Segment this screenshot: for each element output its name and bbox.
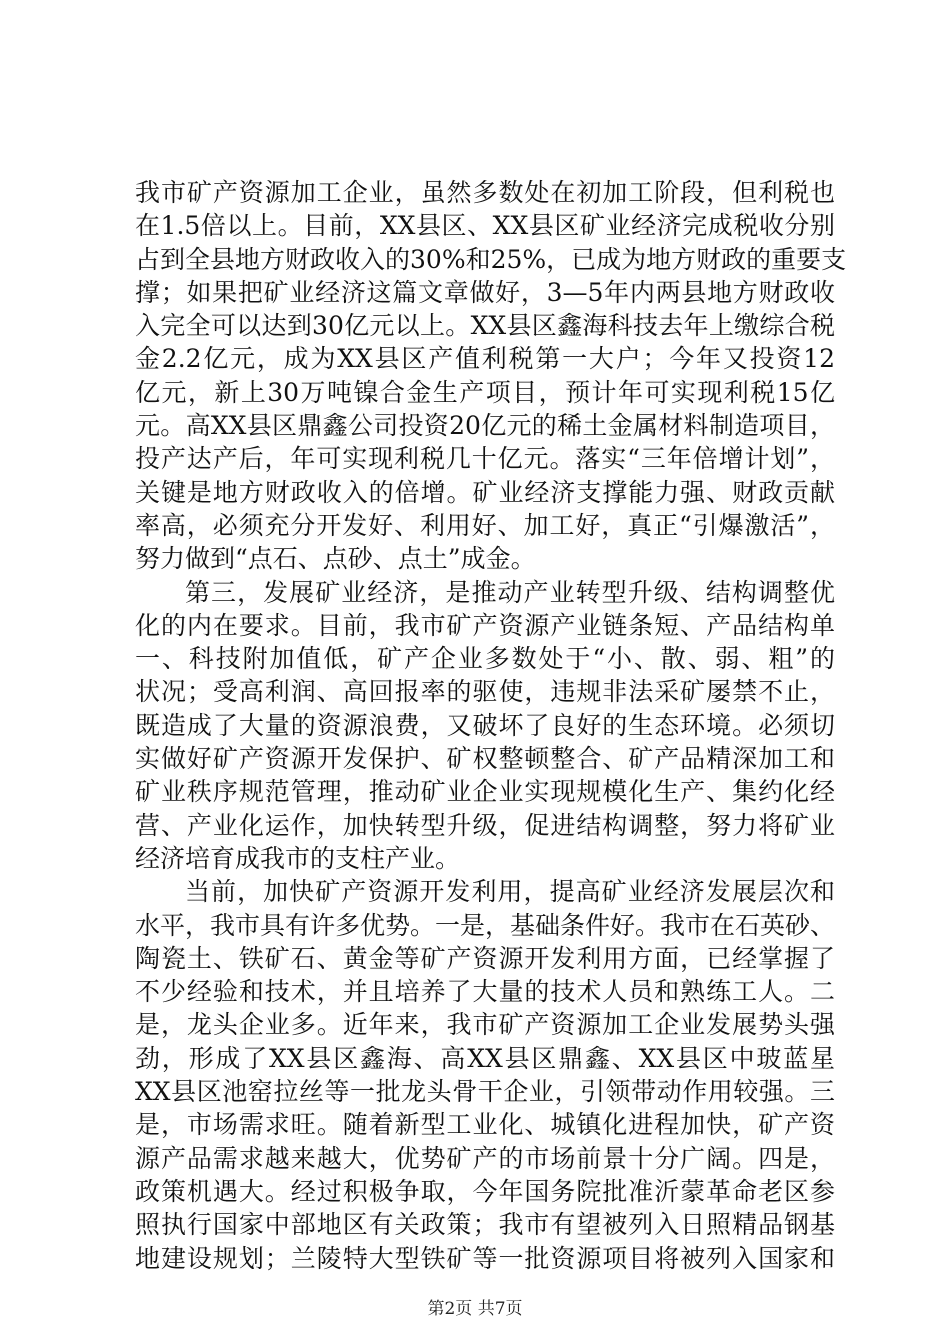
text-line: 劲，形成了XX县区鑫海、高XX县区鼎鑫、XX县区中玻蓝星 bbox=[135, 1043, 835, 1073]
document-body bbox=[135, 176, 847, 1275]
text-line: 占到全县地方财政收入的30%和25%，已成为地方财政的重要支 bbox=[135, 244, 847, 274]
text-line: 营、产业化运作，加快转型升级，促进结构调整，努力将矿业 bbox=[135, 810, 835, 840]
text-line: 努力做到“点石、点砂、点土”成金。 bbox=[135, 544, 536, 574]
text-line: 实做好矿产资源开发保护、矿权整顿整合、矿产品精深加工和 bbox=[135, 744, 835, 774]
text-line: 撑；如果把矿业经济这篇文章做好，3—5年内两县地方财政收 bbox=[135, 277, 835, 307]
text-line: 投产达产后，年可实现利税几十亿元。落实“三年倍增计划”， bbox=[135, 444, 835, 474]
text-line: 一、科技附加值低，矿产企业多数处于“小、散、弱、粗”的 bbox=[135, 644, 835, 674]
text-line: XX县区池窑拉丝等一批龙头骨干企业，引领带动作用较强。三 bbox=[135, 1077, 835, 1107]
page-number: 第2页 共7页 bbox=[427, 1299, 523, 1319]
text-line: 照执行国家中部地区有关政策；我市有望被列入日照精品钢基 bbox=[135, 1210, 835, 1240]
text-line: 第三，发展矿业经济，是推动产业转型升级、结构调整优 bbox=[185, 577, 835, 607]
text-line: 陶瓷土、铁矿石、黄金等矿产资源开发利用方面，已经掌握了 bbox=[135, 943, 835, 973]
text-line: 化的内在要求。目前，我市矿产资源产业链条短、产品结构单 bbox=[135, 610, 835, 640]
text-line: 在1.5倍以上。目前，XX县区、XX县区矿业经济完成税收分别 bbox=[135, 211, 835, 241]
text-line: 亿元，新上30万吨镍合金生产项目，预计年可实现利税15亿 bbox=[135, 377, 835, 407]
text-line: 状况；受高利润、高回报率的驱使，违规非法采矿屡禁不止， bbox=[135, 677, 835, 707]
paragraph-1 bbox=[135, 176, 847, 576]
text-line: 不少经验和技术，并且培养了大量的技术人员和熟练工人。二 bbox=[135, 977, 835, 1007]
text-line: 水平，我市具有许多优势。一是，基础条件好。我市在石英砂、 bbox=[135, 910, 836, 940]
text-line: 地建设规划；兰陵特大型铁矿等一批资源项目将被列入国家和 bbox=[135, 1243, 835, 1273]
text-line: 当前，加快矿产资源开发利用，提高矿业经济发展层次和 bbox=[185, 877, 835, 907]
text-line: 我市矿产资源加工企业，虽然多数处在初加工阶段，但利税也 bbox=[135, 178, 835, 207]
text-line: 源产品需求越来越大，优势矿产的市场前景十分广阔。四是， bbox=[135, 1143, 835, 1173]
text-line: 率高，必须充分开发好、利用好、加工好，真正“引爆激活”， bbox=[135, 510, 835, 540]
text-line: 入完全可以达到30亿元以上。XX县区鑫海科技去年上缴综合税 bbox=[135, 311, 835, 341]
text-line: 既造成了大量的资源浪费，又破坏了良好的生态环境。必须切 bbox=[135, 710, 835, 740]
text-line: 是，市场需求旺。随着新型工业化、城镇化进程加快，矿产资 bbox=[135, 1110, 835, 1140]
text-line: 是，龙头企业多。近年来，我市矿产资源加工企业发展势头强 bbox=[135, 1010, 835, 1040]
text-line: 元。高XX县区鼎鑫公司投资20亿元的稀土金属材料制造项目， bbox=[135, 411, 835, 441]
paragraph-3 bbox=[135, 875, 835, 1275]
text-line: 金2.2亿元，成为XX县区产值利税第一大户；今年又投资12 bbox=[135, 344, 835, 374]
text-line: 政策机遇大。经过积极争取，今年国务院批准沂蒙革命老区参 bbox=[135, 1176, 835, 1206]
text-line: 经济培育成我市的支柱产业。 bbox=[135, 843, 461, 873]
paragraph-2 bbox=[135, 576, 835, 876]
text-line: 矿业秩序规范管理，推动矿业企业实现规模化生产、集约化经 bbox=[135, 777, 835, 807]
text-line: 关键是地方财政收入的倍增。矿业经济支撑能力强、财政贡献 bbox=[135, 477, 835, 507]
